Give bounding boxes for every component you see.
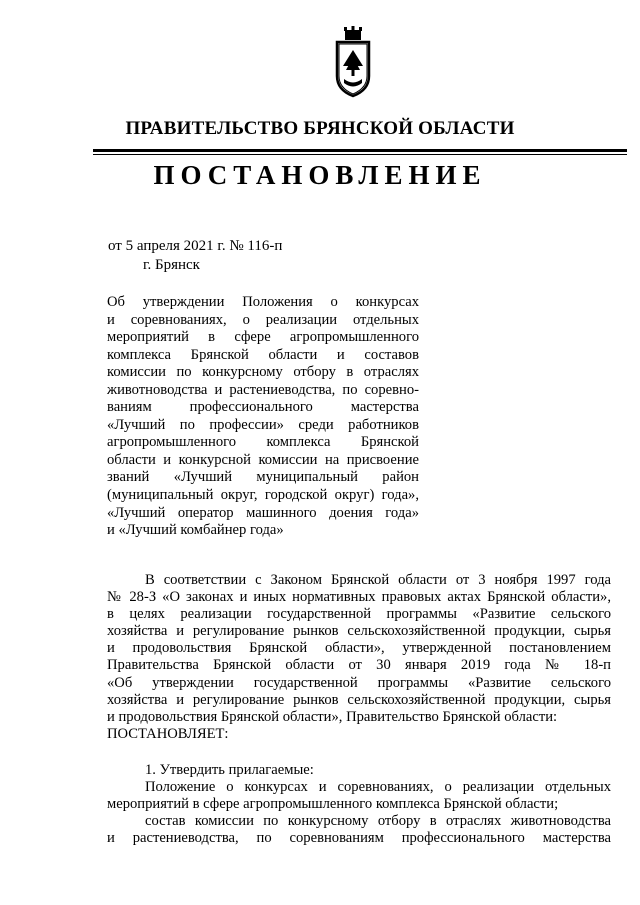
coat-of-arms-emblem (328, 24, 378, 104)
subject-line: и «Лучший комбайнер года» (107, 522, 284, 539)
document-subject (107, 294, 419, 540)
subject-line: комплекса Брянской области и составов (107, 346, 419, 363)
item-line: и растениеводства, по соревнованиям профессионального мастерства (107, 830, 611, 847)
preamble-line: В соответствии с Законом Брянской области от 3 ноября 1997 года (145, 572, 611, 588)
document-type-title: ПОСТАНОВЛЕНИЕ (153, 160, 487, 190)
item-line: 1. Утвердить прилагаемые: (145, 762, 314, 778)
item-line: состав комиссии по конкурсному отбору в отраслях животноводства (145, 813, 611, 830)
item-line: мероприятий в сфере агропромышленного комплекса Брянской области; (107, 796, 559, 813)
subject-line: (муниципальный округ, городской округ) года», (107, 487, 419, 504)
preamble-line: в целях реализации государственной программы «Развитие сельского (107, 606, 611, 623)
subject-line: комиссии по конкурсному отбору в отраслях (107, 364, 419, 381)
resolution-keyword: ПОСТАНОВЛЯЕТ: (107, 725, 229, 742)
subject-line: Об утверждении Положения о конкурсах (107, 294, 419, 310)
preamble-line: «Об утверждении государственной программы «Развитие сельского (107, 674, 611, 691)
subject-line: животноводства и растениеводства, по соревно- (107, 381, 419, 398)
subject-line: мероприятий в сфере агропромышленного (107, 329, 419, 346)
header-rule-thick (93, 149, 627, 152)
document-city: г. Брянск (143, 257, 200, 273)
item-line: Положение о конкурсах и соревнованиях, о реализации отдельных (145, 779, 611, 796)
item-one-section (107, 762, 611, 847)
preamble-line: и продовольствия Брянской области», Правительство Брянской области: (107, 708, 558, 725)
header-rule-thin (93, 154, 627, 155)
preamble-line: хозяйства и регулирование рынков сельскохозяйственной продукции, сырья (107, 623, 611, 640)
preamble-line: и продовольствия Брянской области», утвержденной постановлением (107, 640, 611, 657)
preamble-line: хозяйства и регулирование рынков сельскохозяйственной продукции, сырья (107, 691, 611, 708)
subject-line: и соревнованиях, о реализации отдельных (107, 311, 419, 328)
preamble-line: № 28-З «О законах и иных нормативных правовых актах Брянской области», (107, 589, 611, 606)
preamble-paragraph (107, 572, 611, 743)
subject-line: ваниям профессионального мастерства (107, 399, 419, 416)
subject-line: «Лучший по профессии» среди работников (107, 416, 419, 433)
preamble-line: Правительства Брянской области от 30 января 2019 года № 18-п (107, 657, 611, 674)
subject-line: «Лучший оператор машинного доения года» (107, 504, 419, 521)
organization-title: ПРАВИТЕЛЬСТВО БРЯНСКОЙ ОБЛАСТИ (125, 118, 515, 139)
document-date-number: от 5 апреля 2021 г. № 116-п (108, 238, 283, 254)
subject-line: званий «Лучший муниципальный район (107, 469, 419, 486)
subject-line: агропромышленного комплекса Брянской (107, 434, 419, 451)
subject-line: области и конкурсной комиссии на присвоение (107, 451, 419, 468)
